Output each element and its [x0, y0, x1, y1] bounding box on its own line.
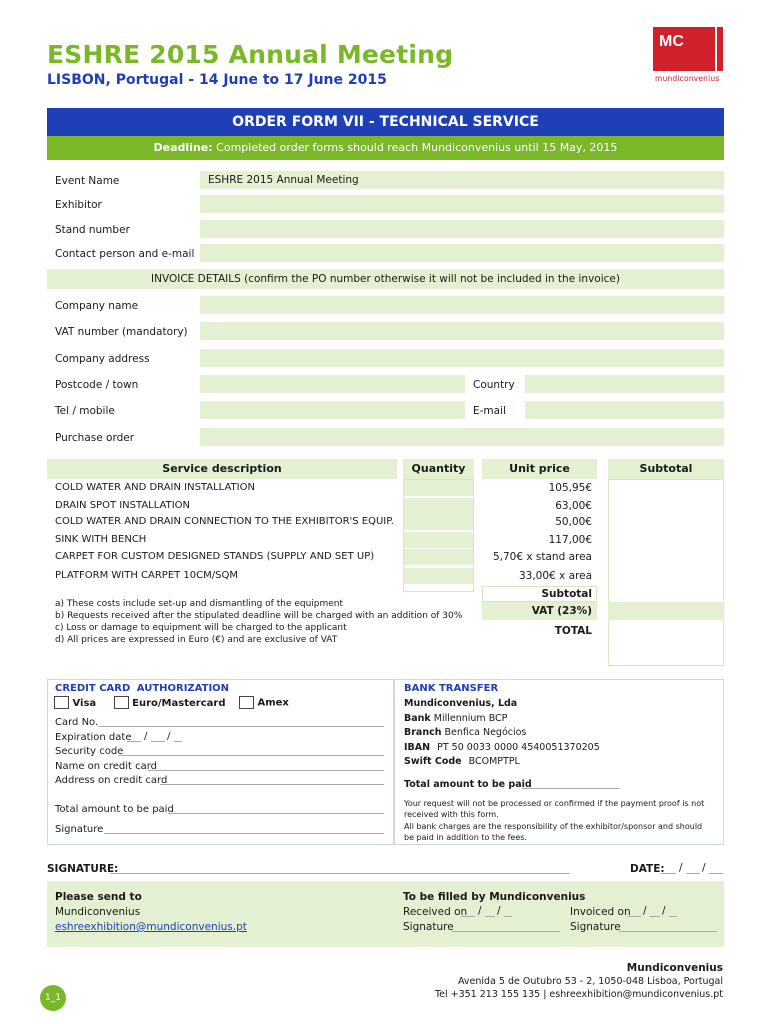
- card-type-options: [54, 696, 289, 709]
- purchase-order-field[interactable]: [200, 428, 724, 446]
- vat-value-field[interactable]: [608, 602, 724, 620]
- logo-mark: MC: [659, 33, 684, 50]
- service-row-1: DRAIN SPOT INSTALLATION: [55, 500, 191, 511]
- quantity-input-2[interactable]: [404, 514, 473, 530]
- total-label: TOTAL: [554, 625, 592, 637]
- quantity-input-1[interactable]: [404, 498, 473, 514]
- invoiced-year-field[interactable]: [669, 916, 677, 917]
- invoiced-month-field[interactable]: [650, 916, 660, 917]
- footer-address: Avenida 5 de Outubro 53 - 2, 1050-048 Lisboa, Portugal: [457, 976, 723, 987]
- swift-value: BCOMPTPL: [468, 756, 520, 767]
- email-field[interactable]: [525, 401, 724, 419]
- credit-card-title-2: AUTHORIZATION: [136, 683, 230, 694]
- bank-transfer-title: BANK TRANSFER: [404, 683, 499, 694]
- signature-label: SIGNATURE:: [47, 863, 119, 875]
- invoiced-on-label: Invoiced on: [570, 906, 631, 918]
- visa-checkbox[interactable]: [54, 696, 69, 709]
- quantity-input-4[interactable]: [404, 549, 473, 565]
- page-title: [47, 40, 453, 69]
- unit-price-4: 5,70€ x stand area: [492, 551, 592, 563]
- deadline-text: Completed order forms should reach Mundiconvenius until 15 May, 2015: [216, 141, 618, 154]
- date-slash-1: /: [679, 862, 683, 874]
- exp-day-field[interactable]: [127, 741, 141, 742]
- iban-row: [404, 742, 600, 753]
- note-a: a) These costs include set-up and dismantling of the equipment: [55, 599, 344, 609]
- country-field[interactable]: [525, 375, 724, 393]
- subtotal-column: [608, 479, 724, 666]
- received-slash-2: /: [497, 905, 501, 917]
- logo-wordmark: mundiconvenius: [655, 74, 720, 83]
- amex-label: Amex: [257, 697, 289, 709]
- subtotal-label: Subtotal: [541, 588, 592, 600]
- event-name-value: ESHRE 2015 Annual Meeting: [208, 174, 359, 186]
- office-signature-field-2[interactable]: [619, 931, 717, 932]
- col-unit-price: Unit price: [482, 459, 597, 479]
- office-use-title: To be filled by Mundiconvenius: [403, 891, 586, 903]
- unit-price-0: 105,95€: [548, 482, 592, 494]
- bank-note-2: All bank charges are the responsibility of the exhibitor/sponsor and should be paid in addition to the fees.: [404, 822, 703, 842]
- col-service-description: Service description: [47, 459, 397, 479]
- company-name-label: Company name: [55, 300, 139, 312]
- unit-price-2: 50,00€: [555, 516, 592, 528]
- address-on-card-label: Address on credit card: [55, 775, 168, 786]
- mundiconvenius-logo: [653, 27, 723, 87]
- service-row-5: PLATFORM WITH CARPET 10CM/SQM: [55, 570, 238, 581]
- signature-field[interactable]: [110, 873, 570, 874]
- received-on-label: Received on: [403, 906, 468, 918]
- note-d: d) All prices are expressed in Euro (€) and are exclusive of VAT: [55, 635, 338, 645]
- company-address-label: Company address: [55, 353, 150, 365]
- name-on-card-label: Name on credit card: [55, 761, 157, 772]
- tel-field[interactable]: [200, 401, 465, 419]
- date-month-field[interactable]: [686, 873, 700, 874]
- exp-slash-2: /: [167, 731, 171, 742]
- quantity-input-5[interactable]: [404, 568, 473, 584]
- office-signature-field[interactable]: [452, 931, 560, 932]
- visa-label: Visa: [72, 697, 97, 709]
- service-row-0: COLD WATER AND DRAIN INSTALLATION: [55, 482, 255, 493]
- unit-price-5: 33,00€ x area: [518, 570, 592, 582]
- address-on-card-field[interactable]: [160, 784, 384, 785]
- footer-contact: Tel +351 213 155 135 | eshreexhibition@mundiconvenius.pt: [434, 989, 723, 1000]
- branch-row: [404, 727, 526, 738]
- invoice-header: INVOICE DETAILS (confirm the PO number otherwise it will not be included in the invoice): [47, 269, 724, 289]
- mastercard-checkbox[interactable]: [114, 696, 129, 709]
- note-b: b) Requests received after the stipulated deadline will be charged with an addition of 30%: [55, 611, 463, 621]
- exp-year-field[interactable]: [174, 741, 182, 742]
- tel-label: Tel / mobile: [55, 405, 115, 417]
- cc-total-label: Total amount to be paid: [55, 804, 174, 815]
- bank-total-label: Total amount to be paid: [404, 779, 532, 790]
- unit-price-3: 117,00€: [548, 534, 592, 546]
- invoiced-slash-2: /: [662, 905, 666, 917]
- card-no-field[interactable]: [98, 726, 384, 727]
- stand-number-label: Stand number: [55, 224, 130, 236]
- page-subtitle: LISBON, Portugal - 14 June to 17 June 2015: [47, 72, 387, 88]
- send-to-title: Please send to: [55, 891, 142, 903]
- date-label: DATE:: [630, 863, 665, 875]
- invoiced-day-field[interactable]: [627, 916, 641, 917]
- service-row-3: SINK WITH BENCH: [55, 534, 147, 545]
- event-name-field[interactable]: [200, 171, 724, 189]
- exp-month-field[interactable]: [151, 741, 165, 742]
- expiration-label: Expiration date: [55, 732, 132, 743]
- date-slash-2: /: [702, 862, 706, 874]
- company-address-field[interactable]: [200, 349, 724, 367]
- exhibitor-field[interactable]: [200, 195, 724, 213]
- email-label: E-mail: [473, 405, 506, 417]
- office-signature-label: Signature: [403, 921, 454, 933]
- service-row-2: COLD WATER AND DRAIN CONNECTION TO THE EXHIBITOR'S EQUIP.: [55, 516, 394, 527]
- security-code-label: Security code: [55, 746, 124, 757]
- stand-number-field[interactable]: [200, 220, 724, 238]
- branch-value: Benfica Negócios: [444, 727, 527, 738]
- country-label: Country: [473, 379, 515, 391]
- vat-number-field[interactable]: [200, 322, 724, 340]
- postcode-label: Postcode / town: [55, 379, 139, 391]
- office-signature-label-2: Signature: [570, 921, 621, 933]
- note-c: c) Loss or damage to equipment will be charged to the applicant: [55, 623, 347, 633]
- bank-value: Millennium BCP: [433, 713, 508, 724]
- cc-signature-field[interactable]: [104, 833, 384, 834]
- logo-side-bar: [717, 27, 723, 71]
- page-number-badge: 1_1: [40, 985, 66, 1011]
- send-to-company: Mundiconvenius: [55, 906, 141, 918]
- name-on-card-field[interactable]: [148, 770, 384, 771]
- branch-label: Branch: [404, 727, 442, 738]
- swift-row: [404, 756, 520, 767]
- contact-field[interactable]: [200, 244, 724, 262]
- received-year-field[interactable]: [504, 916, 512, 917]
- date-year-field[interactable]: [709, 873, 723, 874]
- received-day-field[interactable]: [461, 916, 475, 917]
- vat-number-label: VAT number (mandatory): [55, 326, 188, 338]
- iban-label: IBAN: [404, 742, 431, 753]
- mastercard-label: Euro/Mastercard: [132, 697, 226, 709]
- credit-card-title: [55, 683, 229, 694]
- card-no-label: Card No.: [55, 717, 99, 728]
- security-code-field[interactable]: [118, 755, 384, 756]
- amex-checkbox[interactable]: [239, 696, 254, 709]
- cc-signature-label: Signature: [55, 824, 104, 835]
- postcode-field[interactable]: [200, 375, 465, 393]
- send-to-email-link[interactable]: eshreexhibition@mundiconvenius.pt: [55, 921, 247, 933]
- date-day-field[interactable]: [661, 873, 676, 874]
- cc-total-field[interactable]: [168, 813, 384, 814]
- received-month-field[interactable]: [485, 916, 495, 917]
- exhibitor-label: Exhibitor: [55, 199, 102, 211]
- quantity-input-3[interactable]: [404, 532, 473, 548]
- service-notes: [55, 598, 462, 646]
- purchase-order-label: Purchase order: [55, 432, 135, 444]
- invoiced-slash-1: /: [643, 905, 647, 917]
- swift-label: Swift Code: [404, 756, 462, 767]
- unit-price-1: 63,00€: [555, 500, 592, 512]
- deadline-label: Deadline:: [153, 141, 213, 154]
- bank-total-field[interactable]: [522, 788, 620, 789]
- credit-card-title-1: CREDIT CARD: [55, 683, 131, 694]
- bank-company: Mundiconvenius, Lda: [404, 698, 518, 709]
- quantity-input-0[interactable]: [404, 480, 473, 496]
- iban-value: PT 50 0033 0000 4540051370205: [437, 742, 600, 753]
- received-slash-1: /: [478, 905, 482, 917]
- event-name-label: Event Name: [55, 175, 120, 187]
- company-name-field[interactable]: [200, 296, 724, 314]
- deadline-banner: [47, 136, 724, 160]
- bank-note-1: Your request will not be processed or confirmed if the payment proof is not received with this form.: [404, 799, 705, 819]
- title-event: ESHRE 2015: [47, 40, 220, 69]
- footer-company: Mundiconvenius: [626, 962, 723, 974]
- vat-total-label: VAT (23%): [531, 605, 592, 617]
- title-meeting: Annual Meeting: [228, 40, 454, 69]
- col-quantity: Quantity: [403, 459, 474, 479]
- service-row-4: CARPET FOR CUSTOM DESIGNED STANDS (SUPPLY AND SET UP): [55, 551, 375, 562]
- exp-slash-1: /: [144, 731, 148, 742]
- bank-label: Bank: [404, 713, 431, 724]
- contact-label: Contact person and e-mail: [55, 248, 195, 260]
- bank-row: [404, 713, 507, 724]
- col-subtotal: Subtotal: [608, 459, 724, 479]
- form-title: ORDER FORM VII - TECHNICAL SERVICE: [47, 108, 724, 136]
